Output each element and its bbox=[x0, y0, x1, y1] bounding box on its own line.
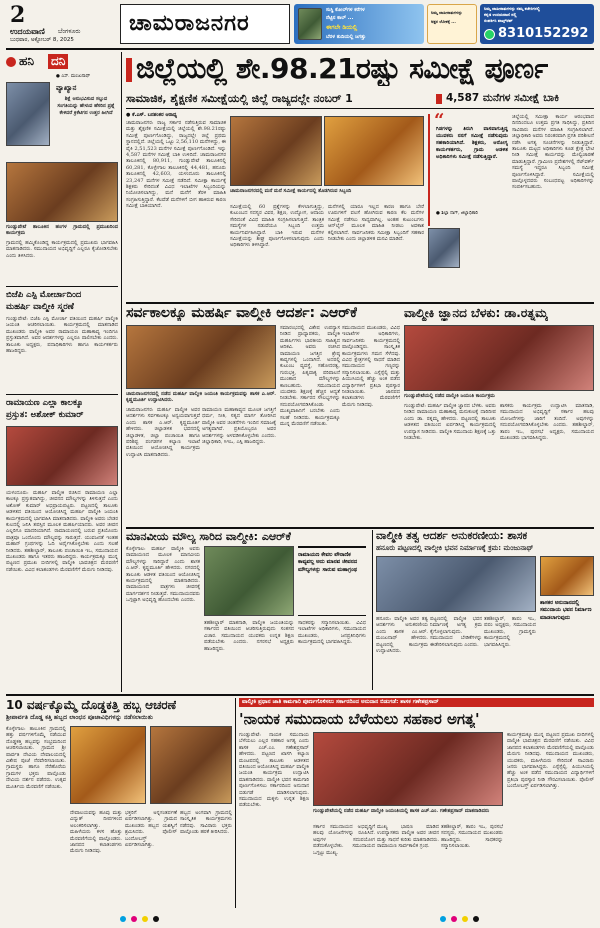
print-registration-marks bbox=[440, 916, 479, 922]
nayaka-headline: 'ನಾಯಕ ಸಮುದಾಯ ಬೆಳೆಯಲು ಸಹಕಾರ ಅಗತ್ಯ' bbox=[239, 710, 480, 728]
valmiki-column-1: ಚಾಮರಾಜನಗರ: ಮಹರ್ಷಿ ವಾಲ್ಮೀಕಿ ಅವರ ಆದರ್ಶಗಳು ಸರ್ವಕಾಲಕ್ಕೂ ಅನ್ವಯವಾಗುತ್ತವೆ ಎಂದು ಶಾಸಕ ಎ.ಆರ್. ಕೃಷ್ಣಮೂರ್ತಿ ಹೇಳಿದರು. ಜಿಲ್ಲಾಡಳಿತ ಭವನದಲ್ಲಿ ಜಿಲ್ಲಾಡಳಿತ, ಜಿಲ್ಲಾ ಪಂಚಾಯಿತಿ ಹಾಗೂ ಪರಿಶಿಷ್ಟ ಪಂಗಡಗಳ ಕಲ್ಯಾಣ ಇಲಾಖೆ ವತಿಯಿಂದ ಆಯೋಜಿಸಿದ್ದ ಕಾರ್ಯಕ್ರಮ ಉದ್ಘಾಟಿಸಿ ಮಾತನಾಡಿದರು. bbox=[126, 407, 200, 458]
festival-subhead: ಶ್ರೀಪಾರ್ವತಿ ದೊಡ್ಡ ಕತ್ತಿ ಹಬ್ಬದ ಲಾಂಛನ ಪೂಜಾವಿಧಿಗಳನ್ನು ನಡೆಸಲಾಯಿತು bbox=[6, 714, 153, 721]
valmiki-column-4: ಸಮುದಾಯದ ಮುಖಂಡರು, ವಿವಿಧ ಇಲಾಖೆಗಳ ಅಧಿಕಾರಿಗಳು, ಸಾರ್ವಜನಿಕರು ಕಾರ್ಯಕ್ರಮದಲ್ಲಿ ಪಾಲ್ಗೊಂಡಿದ್ದರು. ಸಾಂಸ್ಕೃತಿಕ ಕಾರ್ಯಕ್ರಮಗಳು ಗಮನ ಸೆಳೆದವು. ವಿವಿಧ ಕ್ಷೇತ್ರಗಳಲ್ಲಿ ಸಾಧನೆ ಮಾಡಿದ ಸಮುದಾಯದ ಗಣ್ಯರನ್ನು ಸನ್ಮಾನಿಸಲಾಯಿತು. ಎಸ್ಸೆಸ್ಸೆಲ್ಸಿ ಮತ್ತು ಪಿಯುಸಿಯಲ್ಲಿ ಹೆಚ್ಚು ಅಂಕ ಪಡೆದ ವಿದ್ಯಾರ್ಥಿಗಳಿಗೆ ಪ್ರತಿಭಾ ಪುರಸ್ಕಾರ ನೀಡಲಾಯಿತು. ಜಾನಪದ ಕಲಾತಂಡಗಳು ಮೆರವಣಿಗೆಗೆ ಮೆರುಗು ನೀಡಿದವು. bbox=[342, 325, 400, 408]
festival-story bbox=[6, 698, 232, 908]
human-values-column-3: ಸಾಧಕರನ್ನು ಸನ್ಮಾನಿಸಲಾಯಿತು. ವಿವಿಧ ಇಲಾಖೆಗಳ ಅಧಿಕಾರಿಗಳು, ಸಮುದಾಯದ ಮುಖಂಡರು, ಜನಪ್ರತಿನಿಧಿಗಳು ಕಾರ್ಯಕ್ರಮದಲ್ಲಿ ಭಾಗವಹಿಸಿದ್ದರು. bbox=[298, 620, 366, 646]
festival-photo-1 bbox=[70, 726, 146, 804]
registration-dot bbox=[153, 916, 159, 922]
ramayana-divider bbox=[6, 394, 118, 395]
valmiki-column-2: ರಾಮಾಯಣ ಮಹಾಕಾವ್ಯದ ಮೂಲಕ ಜಗತ್ತಿಗೆ ಧರ್ಮ, ನೀತಿ, ಸತ್ಯದ ಮಾರ್ಗ ತೋರಿಸಿದ ವಾಲ್ಮೀಕಿ ಅವರ ಚಿಂತನೆಗಳು ಇಂದಿನ ಸಮಾಜಕ್ಕೆ ಅಗತ್ಯವಾಗಿವೆ. ಪ್ರತಿಯೊಬ್ಬರೂ ಅವರ ಆದರ್ಶಗಳನ್ನು ಅಳವಡಿಸಿಕೊಳ್ಳಬೇಕು ಎಂದರು. ಜಿಲ್ಲಾಧಿಕಾರಿ, ಸಿಇಒ, ಎಸ್ಪಿ ಹಾಜರಿದ್ದರು. bbox=[202, 407, 276, 446]
bjp-headline-2: ಮಹರ್ಷಿ ವಾಲ್ಮೀಕಿ ಸ್ಮರಣೆ bbox=[6, 302, 74, 312]
ramayana-story bbox=[6, 394, 118, 694]
ideals-story bbox=[376, 530, 594, 690]
advert-line: ನಿಮ್ಮ ಜಾಹೀರಾತುಗಳನ್ನು bbox=[431, 10, 463, 15]
nayaka-story bbox=[239, 698, 594, 908]
district-title-box bbox=[120, 4, 290, 44]
sidebar-divider bbox=[6, 286, 118, 287]
registration-dot bbox=[440, 916, 446, 922]
masthead-divider bbox=[6, 48, 594, 50]
ideals-photo bbox=[376, 556, 536, 612]
lead-quote-text: ಗಿಡಗಳನ್ನು ತಿರುಗಿ ವಾಸವಾಗುತ್ತಿದ್ದ ಯುವಕರು ನನಗೆ ಸಮೀಕ್ಷೆ ನಡೆಸುವುದು ಸಹಕಾರಿಯಾಗಿದೆ. ಶಿಕ್ಷಕರು, ಆರೋಗ್ಯ ಕಾರ್ಯಕರ್ತರು, ಗ್ರಾಮ ಆಡಳಿತ ಅಧಿಕಾರಿಗಳು ಸಮೀಕ್ಷೆ ನಡೆಸುತ್ತಿದ್ದಾರೆ. bbox=[436, 126, 508, 160]
advert-line: ಸಂಪರ್ಕಿಸಿ ವಾಟ್ಸ್‌ಆಪ್ bbox=[484, 18, 513, 23]
valmiki-photo bbox=[126, 325, 276, 389]
bjp-story-text: ಗುಂಡ್ಲುಪೇಟೆ: ಬಿಜೆಪಿ ಎಸ್ಪಿ ಮೋರ್ಚಾ ವತಿಯಿಂದ ಮಹರ್ಷಿ ವಾಲ್ಮೀಕಿ ಜಯಂತಿ ಆಚರಿಸಲಾಯಿತು. ಕಾರ್ಯಕ್ರಮದಲ್ಲಿ ಮಾತನಾಡಿದ ಮುಖಂಡರು ವಾಲ್ಮೀಕಿ ಅವರ ರಾಮಾಯಣ ಮಹಾಕಾವ್ಯ ಇಂದಿಗೂ ಪ್ರಸ್ತುತವಾಗಿದೆ. ಅವರ ಆದರ್ಶಗಳನ್ನು ಎಲ್ಲರೂ ಪಾಲಿಸಬೇಕು ಎಂದರು. ತಾಲೂಕು ಅಧ್ಯಕ್ಷರು, ಪದಾಧಿಕಾರಿಗಳು ಹಾಗೂ ಕಾರ್ಯಕರ್ತರು ಹಾಜರಿದ್ದರು. bbox=[6, 316, 118, 355]
lead-headline: ಜಿಲ್ಲೆಯಲ್ಲಿ ಶೇ.98.21ರಷ್ಟು ಸಮೀಕ್ಷೆ ಪೂರ್ಣ bbox=[136, 52, 549, 85]
date: ಬುಧವಾರ, ಅಕ್ಟೋಬರ್ 8, 2025 bbox=[10, 37, 74, 43]
lead-photo-2 bbox=[324, 116, 424, 186]
sidebar-byline: ● ಎಸ್. ಮಂಜುನಾಥ್ bbox=[56, 74, 91, 79]
advert-line: ಈಗಲೇ ಡಿಯಲ್ಲಿ bbox=[326, 24, 358, 31]
advert-reach bbox=[427, 4, 477, 44]
advert-line: ನಿಮ್ಮ ಜಾಹೀರಾತುಗಳನ್ನು ನಮ್ಮ ಕಚೇರಿಗಳಲ್ಲಿ bbox=[484, 6, 540, 11]
lead-headline-bullet-icon bbox=[126, 58, 132, 82]
ramayana-story-text: ಯಳಂದೂರು: ಮಹರ್ಷಿ ವಾಲ್ಮೀಕಿ ರಚಿಸಿದ ರಾಮಾಯಣ ಎಲ್ಲಾ ಕಾಲಕ್ಕೂ ಪ್ರಸ್ತುತವಾಗಿದ್ದು, ಜೀವನದ ಮೌಲ್ಯಗಳನ್ನು ತಿಳಿಸುತ್ತದೆ ಎಂದು ಅಶೋಕ್ ಕುಮಾರ್ ಅಭಿಪ್ರಾಯಪಟ್ಟರು. ಪಟ್ಟಣದಲ್ಲಿ ತಾಲೂಕು ಆಡಳಿತದ ವತಿಯಿಂದ ಆಯೋಜಿಸಿದ್ದ ಮಹರ್ಷಿ ವಾಲ್ಮೀಕಿ ಜಯಂತಿ ಕಾರ್ಯಕ್ರಮದಲ್ಲಿ ಭಾಗವಹಿಸಿ ಮಾತನಾಡಿದರು. ವಾಲ್ಮೀಕಿ ಅವರು ಬೇಡರ ಕುಲದಲ್ಲಿ ಜನಿಸಿ ತಪಸ್ಸಿನ ಮೂಲಕ ಮಹರ್ಷಿಯಾದರು. ಅವರ ಜೀವನ ಎಲ್ಲರಿಗೂ ಮಾದರಿಯಾಗಿದೆ. ರಾಮಾಯಣದಲ್ಲಿ ಬರುವ ಪ್ರತಿಯೊಂದು ಪಾತ್ರವೂ ಒಂದೊಂದು ಮೌಲ್ಯವನ್ನು ಸಾರುತ್ತದೆ. ಯುವಜನತೆ ಇಂತಹ ಮಹಾನ್ ಗ್ರಂಥಗಳನ್ನು ಓದಿ ಅರ್ಥೈಸಿಕೊಳ್ಳಬೇಕು ಎಂದು ಸಲಹೆ ನೀಡಿದರು. ತಹಶೀಲ್ದಾರ್, ತಾಲೂಕು ಪಂಚಾಯಿತಿ ಇಒ, ಸಮುದಾಯದ ಮುಖಂಡರು ಹಾಗೂ ಇತರರು ಹಾಜರಿದ್ದರು. ಕಾರ್ಯಕ್ರಮಕ್ಕೂ ಮುನ್ನ ಪಟ್ಟಣದ ಪ್ರಮುಖ ಬೀದಿಗಳಲ್ಲಿ ವಾಲ್ಮೀಕಿ ಭಾವಚಿತ್ರದ ಮೆರವಣಿಗೆ ನಡೆಯಿತು. ವಿವಿಧ ಕಲಾತಂಡಗಳು ಮೆರವಣಿಗೆಗೆ ಮೆರುಗು ನೀಡಿದವು. bbox=[6, 490, 118, 573]
ideals-column-2: ಪಟ್ಟಣದಲ್ಲಿ ವಾಲ್ಮೀಕಿ ಭವನ ನಿರ್ಮಾಣಕ್ಕೆ ಅಗತ್ಯ ಕ್ರಮ ಕೈಗೊಳ್ಳಲಾಗುವುದು. ಸಮುದಾಯದ ಬೇಡಿಕೆಗಳನ್ನು ಈಡೇರಿಸಲಾಗುವುದು ಎಂದರು. bbox=[430, 616, 482, 648]
lead-quote-portrait bbox=[428, 228, 460, 268]
lead-subheadline: ಸಾಮಾಜಿಕ, ಶೈಕ್ಷಣಿಕ ಸಮೀಕ್ಷೆಯಲ್ಲಿ ಜಿಲ್ಲೆ ರಾಜ್ಯದಲ್ಲೇ ನಂಬರ್ 1 bbox=[126, 92, 353, 105]
registration-dot bbox=[131, 916, 137, 922]
valmiki-bottom-rule bbox=[126, 527, 594, 529]
cartoon-image bbox=[6, 82, 50, 146]
ideals-side-photo bbox=[540, 556, 594, 596]
ideals-column-3: ತಹಶೀಲ್ದಾರ್, ತಾಪಂ ಇಒ, ಪಪಂ ಅಧ್ಯಕ್ಷರು, ಸಮುದಾಯದ ಮುಖಂಡರು, ಗ್ರಾಮಸ್ಥರು ಕಾರ್ಯಕ್ರಮದಲ್ಲಿ ಭಾಗವಹಿಸಿದ್ದರು. bbox=[484, 616, 536, 648]
nayaka-column-3: ಮುಖ್ಯ ಭಾಷಣ ಮಾಡಿದ ಉಪನ್ಯಾಸಕರು ವಾಲ್ಮೀಕಿ ಅವರ ಜೀವನ ಮತ್ತು ಸಾಧನೆ ಕುರಿತು ಮಾತನಾಡಿದರು. ರಾಮಾಯಣ ಸಾರ್ವಕಾಲಿಕ ಗ್ರಂಥ. bbox=[377, 824, 439, 850]
sidebar-story-text: ಗ್ರಾಮದಲ್ಲಿ ಹಮ್ಮಿಕೊಂಡಿದ್ದ ಕಾರ್ಯಕ್ರಮದಲ್ಲಿ ಪ್ರಮುಖರು ಭಾಗವಹಿಸಿ ಮಾತನಾಡಿದರು. ಸಮುದಾಯದ ಅಭಿವೃದ್ಧಿಗೆ ಎಲ್ಲರೂ ಕೈಜೋಡಿಸಬೇಕು ಎಂದು ತಿಳಿಸಿದರು. bbox=[6, 240, 118, 259]
bjp-headline-1: ಬಿಜೆಪಿ ಎಸ್ಪಿ ಮೋರ್ಚಾದಿಂದ bbox=[6, 290, 82, 300]
nayaka-column-2: ಸರ್ಕಾರ ಸಮುದಾಯದ ಅಭಿವೃದ್ಧಿಗೆ ಹಲವು ಯೋಜನೆಗಳನ್ನು ರೂಪಿಸಿದೆ. ಅವುಗಳ ಸದುಪಯೋಗ ಪಡೆದುಕೊಳ್ಳಬೇಕು. ಸಮುದಾಯದ ಒಗ್ಗಟ್ಟು ಮುಖ್ಯ. bbox=[313, 824, 375, 856]
lead-bottom-rule bbox=[126, 302, 594, 304]
ramayana-photo bbox=[6, 426, 118, 486]
festival-column-2: ದೇವಾಲಯವನ್ನು ಹೂವು ಮತ್ತು ವಿದ್ಯುತ್ ದೀಪಗಳಿಂದ ಅಲಂಕರಿಸಲಾಗಿತ್ತು. ಮಹಿಳೆಯರು ಕಳಸ ಹೊತ್ತು ಮೆರವಣಿಗೆಯಲ್ಲಿ ಪಾಲ್ಗೊಂಡರು. ಜಾನಪದ ಕಲಾತಂಡಗಳು ಮೆರುಗು ನೀಡಿದವು. bbox=[70, 810, 122, 855]
sidebar bbox=[6, 52, 118, 392]
brand-badge bbox=[6, 54, 86, 70]
ideals-column-1: ಹನೂರು: ವಾಲ್ಮೀಕಿ ಅವರ ತತ್ವ ಆದರ್ಶಗಳು ಅನುಕರಣೀಯ ಎಂದು ಶಾಸಕ ಎಂ.ಆರ್. ಮಂಜುನಾಥ್ ಹೇಳಿದರು. ಪಟ್ಟಣದಲ್ಲಿ ಕಾರ್ಯಕ್ರಮ ಉದ್ಘಾಟಿಸಿದರು. bbox=[376, 616, 428, 655]
lead-quote-box bbox=[428, 110, 508, 226]
sidebar-photo bbox=[6, 162, 118, 222]
festival-vertical-rule bbox=[235, 698, 236, 908]
registration-dot bbox=[462, 916, 468, 922]
lead-quote-author: ● ಶಿಲ್ಪಾ ನಾಗ್, ಜಿಲ್ಲಾಧಿಕಾರಿ bbox=[436, 211, 478, 216]
lead-column-2: ಸಮೀಕ್ಷೆಯಲ್ಲಿ 60 ಪ್ರಶ್ನೆಗಳನ್ನು ಕೇಳಲಾಗುತ್ತಿದ್ದು, ಕುಟುಂಬದ ಸದಸ್ಯರ ವಿವರ, ಶಿಕ್ಷಣ, ಉದ್ಯೋಗ, ಆದಾಯ ಸೇರಿದಂತೆ ವಿವಿಧ ಮಾಹಿತಿ ಸಂಗ್ರಹಿಸಲಾಗುತ್ತಿದೆ. ತಾಂತ್ರಿಕ ಸಮಸ್ಯೆಗಳ ನಡುವೆಯೂ ಸಿಬ್ಬಂದಿ ಉತ್ತಮ ಕಾರ್ಯನಿರ್ವಹಿಸಿದ್ದಾರೆ. ಬಾಕಿ ಇರುವ ಮನೆಗಳ ಸಮೀಕ್ಷೆಯನ್ನು ಶೀಘ್ರ ಪೂರ್ಣಗೊಳಿಸಲಾಗುವುದು ಎಂದು ಅಧಿಕಾರಿಗಳು ತಿಳಿಸಿದ್ದಾರೆ. bbox=[230, 204, 324, 249]
valmiki-right-caption: ಗುಂಡ್ಲುಪೇಟೆಯಲ್ಲಿ ನಡೆದ ವಾಲ್ಮೀಕಿ ಜಯಂತಿ ಕಾರ್ಯಕ್ರಮ bbox=[404, 393, 495, 399]
advert-phone-image bbox=[298, 8, 322, 40]
registration-dot bbox=[120, 916, 126, 922]
valmiki-column-3: ಸಮಾರಂಭದಲ್ಲಿ ವಿಶೇಷ ಉಪನ್ಯಾಸ ನೀಡಿದ ಪ್ರಾಧ್ಯಾಪಕರು, ವಾಲ್ಮೀಕಿ ಮಹರ್ಷಿಗಳು ಭಾರತೀಯ ಸಾಹಿತ್ಯದ ಆದಿಕವಿ. ಅವರು ರಚಿಸಿದ ರಾಮಾಯಣ ಜಗತ್ತಿನ ಶ್ರೇಷ್ಠ ಕಾವ್ಯಗಳಲ್ಲಿ ಒಂದಾಗಿದೆ. ಅದರಲ್ಲಿ ಕುಟುಂಬ ವ್ಯವಸ್ಥೆ, ಸಹೋದರತ್ವ, ಗುರುಭಕ್ತಿ, ಪಿತೃವಾಕ್ಯ ಪರಿಪಾಲನೆ ಮುಂತಾದ ಮೌಲ್ಯಗಳನ್ನು ಕಾಣಬಹುದು. ಸಮುದಾಯದ ಯುವಕರು ಶಿಕ್ಷಣಕ್ಕೆ ಹೆಚ್ಚಿನ ಆದ್ಯತೆ ನೀಡಬೇಕು. ಸರ್ಕಾರದ ಸೌಲಭ್ಯಗಳನ್ನು ಸದುಪಯೋಗಪಡಿಸಿಕೊಂಡು ಮುಖ್ಯವಾಹಿನಿಗೆ ಬರಬೇಕು ಎಂದು ಸಲಹೆ ನೀಡಿದರು. ಕಾರ್ಯಕ್ರಮಕ್ಕೂ ಮುನ್ನ ಮೆರವಣಿಗೆ ನಡೆಯಿತು. bbox=[280, 325, 340, 428]
page-number: 2 bbox=[10, 2, 26, 28]
advert-contact bbox=[480, 4, 594, 44]
print-registration-marks bbox=[120, 916, 159, 922]
festival-headline: 10 ವರ್ಷಕ್ಕೊಮ್ಮೆ ದೊಡ್ಡಕತ್ತಿ ಹಬ್ಬ ಆಚರಣೆ bbox=[6, 698, 177, 712]
registration-dot bbox=[142, 916, 148, 922]
human-values-pullbox-text: ರಾಮಾಯಣ ಕೇವಲ ಪೌರಾಣಿಕ ಕಾವ್ಯವಲ್ಲ ಅದು ಮಾನವ ಜೀವನದ ಮೌಲ್ಯಗಳನ್ನು ಸಾರುವ ಮಹಾಗ್ರಂಥ bbox=[298, 552, 358, 573]
ramayana-headline-1: ರಾಮಾಯಣ ಎಲ್ಲಾ ಕಾಲಕ್ಕೂ bbox=[6, 398, 83, 408]
valmiki-story bbox=[126, 305, 594, 525]
ideals-side-box: ಶಾಸಕರ ಅನುದಾನದಲ್ಲಿ ಸಮುದಾಯ ಭವನ ನಿರ್ಮಾಣ ಮಾಡಲಾಗುವುದು bbox=[540, 600, 592, 621]
valmiki-photo-caption: ಚಾಮರಾಜನಗರದಲ್ಲಿ ನಡೆದ ಮಹರ್ಷಿ ವಾಲ್ಮೀಕಿ ಜಯಂತಿ ಕಾರ್ಯಕ್ರಮವನ್ನು ಶಾಸಕ ಎ.ಆರ್. ಕೃಷ್ಣಮೂರ್ತಿ ಉದ್ಘಾಟಿಸಿದರು. bbox=[126, 391, 276, 404]
advert-line: ಕನ್ನಡ ಉದಯವಾಣಿ ನಲ್ಲಿ bbox=[484, 12, 517, 17]
advert-internet bbox=[294, 4, 424, 44]
advert-line: ಅಕ್ಷರ ಲೋಕಕ್ಕೆ ... bbox=[431, 19, 456, 24]
advert-line: ನೆಟ್ಟಿನ ಕಾಲ್ ... bbox=[326, 15, 354, 21]
valmiki-headline: ಸರ್ವಕಾಲಕ್ಕೂ ಮಹರ್ಷಿ ವಾಲ್ಮೀಕಿ ಆದರ್ಶ: ಎಆರ್‌ಕೆ bbox=[126, 305, 358, 321]
registration-dot bbox=[451, 916, 457, 922]
human-values-headline: ಮಾನವೀಯ ಮೌಲ್ಯ ಸಾರಿದ ವಾಲ್ಮೀಕಿ: ಎಆರ್‌ಕೆ bbox=[126, 530, 291, 543]
vyakhyana-title: ವ್ಯಾಖ್ಯಾನ bbox=[56, 84, 77, 92]
sidebar-photo-caption: ಗುಂಡ್ಲುಪೇಟೆ ತಾಲೂಕಿನ ಹಂಗಳ ಗ್ರಾಮದಲ್ಲಿ ಪ್ರಮುಖರಿಂದ ಕಾರ್ಯಕ್ರಮ bbox=[6, 224, 118, 237]
festival-column-4: ಹಬ್ಬದ ಅಂಗವಾಗಿ ಗ್ರಾಮದಲ್ಲಿ ಸಾಂಸ್ಕೃತಿಕ ಕಾರ್ಯಕ್ರಮಗಳು ನಡೆದವು. ಸಾವಿರಾರು ಭಕ್ತರು ಪಾಲ್ಗೊಂಡು ಹರಕೆ ತೀರಿಸಿದರು. bbox=[180, 810, 232, 836]
ramayana-headline-2: ಪ್ರಸ್ತುತ: ಅಶೋಕ್ ಕುಮಾರ್ bbox=[6, 410, 84, 420]
registration-dot bbox=[473, 916, 479, 922]
masthead bbox=[0, 0, 600, 48]
ideals-headline: ವಾಲ್ಮೀಕಿ ತತ್ವ ಆದರ್ಶ ಅನುಕರಣೀಯ: ಶಾಸಕ bbox=[376, 530, 528, 542]
festival-column-3: ಭಕ್ತರಿಗೆ ಅನ್ನಸಂತರ್ಪಣೆ ಏರ್ಪಡಿಸಲಾಗಿತ್ತು. ಗ್ರಾಮದ ಮುಖಂಡರು ಹಬ್ಬದ ಯಶಸ್ವಿಗೆ ಶ್ರಮಿಸಿದರು. ಪೊಲೀಸ್ ಬಂದೋಬಸ್ತ್ ಏರ್ಪಡಿಸಲಾಗಿತ್ತು. bbox=[125, 810, 177, 849]
lead-column-3: ಮನೆಗಳಲ್ಲಿ ಯಾರೂ ಇಲ್ಲದ ಕಾರಣ ಹಾಗೂ ಬೇರೆ ಊರುಗಳಿಗೆ ವಲಸೆ ಹೋಗಿರುವ ಕಾರಣ ಕೆಲ ಮನೆಗಳ ಸಮೀಕ್ಷೆ ನಡೆಸಲು ಸಾಧ್ಯವಾಗಿಲ್ಲ. ಅಂತಹ ಕುಟುಂಬಗಳು ಆನ್‌ಲೈನ್ ಮೂಲಕ ಮಾಹಿತಿ ನೀಡಲು ಅವಕಾಶ ಕಲ್ಪಿಸಲಾಗಿದೆ. ಸಾರ್ವಜನಿಕರು ಸಮೀಕ್ಷಾ ಸಿಬ್ಬಂದಿಗೆ ಸಹಕಾರ ನೀಡಬೇಕು ಎಂದು ಜಿಲ್ಲಾಡಳಿತ ಮನವಿ ಮಾಡಿದೆ. bbox=[328, 204, 424, 243]
brand-dot-icon bbox=[6, 57, 16, 67]
valmiki-right-column-2: ಶಾಸಕರು ಕಾರ್ಯಕ್ರಮ ಉದ್ಘಾಟಿಸಿ ಮಾತನಾಡಿ, ಸಮುದಾಯದ ಅಭಿವೃದ್ಧಿಗೆ ಸರ್ಕಾರ ಹಲವು ಯೋಜನೆಗಳನ್ನು ಜಾರಿಗೆ ತಂದಿದೆ. ಅವುಗಳನ್ನು ಸದುಪಯೋಗಪಡಿಸಿಕೊಳ್ಳಬೇಕು ಎಂದರು. ತಹಶೀಲ್ದಾರ್, ತಾಪಂ ಇಒ, ಪುರಸಭೆ ಅಧ್ಯಕ್ಷರು, ಸಮುದಾಯದ ಮುಖಂಡರು ಭಾಗವಹಿಸಿದ್ದರು. bbox=[500, 403, 594, 442]
middle-bottom-rule bbox=[6, 694, 594, 696]
lead-photo-1 bbox=[230, 116, 322, 186]
human-values-pullbox bbox=[298, 546, 366, 616]
valmiki-right-headline: ವಾಲ್ಮೀಕಿ ಜ್ಞಾನದ ಬೆಳಕು: ಡಾ.ರತ್ನಮ್ಮ bbox=[404, 306, 549, 320]
human-values-column-1: ಕೊಳ್ಳೇಗಾಲ: ಮಹರ್ಷಿ ವಾಲ್ಮೀಕಿ ಅವರು ರಾಮಾಯಣದ ಮೂಲಕ ಮಾನವೀಯ ಮೌಲ್ಯಗಳನ್ನು ಸಾರಿದ್ದಾರೆ ಎಂದು ಶಾಸಕ ಎ.ಆರ್. ಕೃಷ್ಣಮೂರ್ತಿ ಹೇಳಿದರು. ನಗರದಲ್ಲಿ ತಾಲೂಕು ಆಡಳಿತ ವತಿಯಿಂದ ಆಯೋಜಿಸಿದ್ದ ಕಾರ್ಯಕ್ರಮದಲ್ಲಿ ಮಾತನಾಡಿದರು. ರಾಮಾಯಣದ ಪಾತ್ರಗಳು ಜೀವನಕ್ಕೆ ಮಾರ್ಗದರ್ಶನ ನೀಡುತ್ತವೆ. ಸಮುದಾಯದವರು ಒಗ್ಗಟ್ಟಾಗಿ ಅಭಿವೃದ್ಧಿ ಹೊಂದಬೇಕು ಎಂದರು. bbox=[126, 546, 200, 604]
advert-phone: 8310152292 bbox=[498, 26, 589, 41]
paper-name: ಉದಯವಾಣಿ bbox=[10, 27, 45, 36]
human-values-photo bbox=[204, 546, 294, 616]
lead-sub-divider bbox=[126, 108, 594, 109]
nayaka-column-5: ಕಾರ್ಯಕ್ರಮಕ್ಕೂ ಮುನ್ನ ಪಟ್ಟಣದ ಪ್ರಮುಖ ಬೀದಿಗಳಲ್ಲಿ ವಾಲ್ಮೀಕಿ ಭಾವಚಿತ್ರದ ಮೆರವಣಿಗೆ ನಡೆಯಿತು. ವಿವಿಧ ಜಾನಪದ ಕಲಾತಂಡಗಳು ಮೆರವಣಿಗೆಯಲ್ಲಿ ಪಾಲ್ಗೊಂಡು ಮೆರುಗು ನೀಡಿದವು. ಸಮುದಾಯದ ಮುಖಂಡರು, ಯುವಕರು, ಮಹಿಳೆಯರು ಸೇರಿದಂತೆ ಸಾವಿರಾರು ಜನರು ಭಾಗವಹಿಸಿದ್ದರು. ಎಸ್ಸೆಸ್ಸೆಲ್ಸಿ, ಪಿಯುಸಿಯಲ್ಲಿ ಹೆಚ್ಚು ಅಂಕ ಪಡೆದ ಸಮುದಾಯದ ವಿದ್ಯಾರ್ಥಿಗಳಿಗೆ ಪ್ರತಿಭಾ ಪುರಸ್ಕಾರ ನೀಡಿ ಗೌರವಿಸಲಾಯಿತು. ಪೊಲೀಸ್ ಬಂದೋಬಸ್ತ್ ಏರ್ಪಡಿಸಲಾಗಿತ್ತು. bbox=[507, 732, 594, 790]
festival-photo-2 bbox=[150, 726, 232, 804]
festival-column-1: ಕೊಳ್ಳೇಗಾಲ: ತಾಲೂಕಿನ ಗ್ರಾಮದಲ್ಲಿ ಹತ್ತು ವರ್ಷಗಳಿಗೊಮ್ಮೆ ನಡೆಯುವ ದೊಡ್ಡಕತ್ತಿ ಹಬ್ಬವನ್ನು ಸಂಭ್ರಮದಿಂದ ಆಚರಿಸಲಾಯಿತು. ಗ್ರಾಮದ ಶ್ರೀ ಪಾರ್ವತಿ ದೇವಿಯ ದೇವಾಲಯದಲ್ಲಿ ವಿಶೇಷ ಪೂಜೆ ನೆರವೇರಿಸಲಾಯಿತು. ಗ್ರಾಮಸ್ಥರು ಹಾಗೂ ನೆರೆಹೊರೆಯ ಗ್ರಾಮಗಳ ಭಕ್ತರು ಪಾಲ್ಗೊಂಡು ದೇವಿಯ ದರ್ಶನ ಪಡೆದರು. ಉತ್ಸವ ಮೂರ್ತಿಯ ಮೆರವಣಿಗೆ ನಡೆಯಿತು. bbox=[6, 726, 66, 790]
advert-line: ಬೆರಳ ತುದಿಯಲ್ಲಿ ಜಗತ್ತು bbox=[326, 34, 366, 40]
lead-stat-marker-icon bbox=[436, 94, 442, 104]
lead-photo-caption: ಚಾಮರಾಜನಗರದಲ್ಲಿ ಮನೆ ಮನೆ ಸಮೀಕ್ಷೆ ಕಾರ್ಯದಲ್ಲಿ ತೊಡಗಿರುವ ಸಿಬ್ಬಂದಿ bbox=[230, 188, 352, 194]
district-title: ಚಾಮರಾಜನಗರ bbox=[129, 10, 250, 36]
advert-line: ಸುಸ್ಥಿ ಕೋಲ್‌ಗಳ ಕರೆಗಳ bbox=[326, 7, 365, 13]
human-values-column-2: ತಹಶೀಲ್ದಾರ್ ಮಾತನಾಡಿ, ವಾಲ್ಮೀಕಿ ಜಯಂತಿಯನ್ನು ಸರ್ಕಾರದ ವತಿಯಿಂದ ಆಚರಿಸುತ್ತಿರುವುದು ಸಂತಸದ ವಿಚಾರ. ಸಮುದಾಯದ ಯುವಕರು ಉನ್ನತ ಶಿಕ್ಷಣ ಪಡೆಯಬೇಕು ಎಂದರು. ನಗರಸಭೆ ಅಧ್ಯಕ್ಷರು ಹಾಜರಿದ್ದರು. bbox=[204, 620, 294, 652]
whatsapp-icon bbox=[484, 29, 495, 40]
lead-story bbox=[126, 52, 594, 302]
brand-suffix: ದನಿ bbox=[48, 54, 68, 69]
vyakhyana-text: ಶಿಕ್ಷೆ ಅನುಭವಿಸುವ ಸಲ್ಲುವ ಸಂಗತಿಯನ್ನು ಹೇಳುವ ಹೆಸರಿನ ಪ್ರಶ್ನೆ ಕೇಳಿದರೆ ಕ್ರಿಕೆಟಿಗನ ಉತ್ತರ ಹೀಗಿದೆ bbox=[57, 96, 115, 116]
sidebar-vertical-rule bbox=[121, 52, 122, 692]
valmiki-right-column-1: ಗುಂಡ್ಲುಪೇಟೆ: ಮಹರ್ಷಿ ವಾಲ್ಮೀಕಿ ಜ್ಞಾನದ ಬೆಳಕು. ಅವರು ನೀಡಿದ ರಾಮಾಯಣ ಮಹಾಕಾವ್ಯ ಮನುಕುಲಕ್ಕೆ ದಾರಿದೀಪ ಎಂದು ಡಾ. ರತ್ನಮ್ಮ ಹೇಳಿದರು. ಪಟ್ಟಣದಲ್ಲಿ ತಾಲೂಕು ಆಡಳಿತದ ವತಿಯಿಂದ ಏರ್ಪಡಿಸಿದ್ದ ಕಾರ್ಯಕ್ರಮದಲ್ಲಿ ಉಪನ್ಯಾಸ ನೀಡಿದರು. ವಾಲ್ಮೀಕಿ ಸಮುದಾಯ ಶಿಕ್ಷಣಕ್ಕೆ ಒತ್ತು ನೀಡಬೇಕು. bbox=[404, 403, 496, 442]
lead-column-1: ಚಾಮರಾಜನಗರ: ರಾಜ್ಯ ಸರ್ಕಾರ ನಡೆಸುತ್ತಿರುವ ಸಾಮಾಜಿಕ ಮತ್ತು ಶೈಕ್ಷಣಿಕ ಸಮೀಕ್ಷೆಯಲ್ಲಿ ಜಿಲ್ಲೆಯಲ್ಲಿ ಶೇ.98.21ರಷ್ಟು ಸಮೀಕ್ಷೆ ಪೂರ್ಣಗೊಂಡಿದ್ದು, ರಾಜ್ಯದಲ್ಲೇ ಜಿಲ್ಲೆ ಪ್ರಥಮ ಸ್ಥಾನದಲ್ಲಿದೆ. ಜಿಲ್ಲೆಯಲ್ಲಿ ಒಟ್ಟು 2,56,110 ಮನೆಗಳಿದ್ದು, ಈ ಪೈಕಿ 2,51,523 ಮನೆಗಳ ಸಮೀಕ್ಷೆ ಪೂರ್ಣಗೊಂಡಿದೆ. ಇನ್ನು 4,587 ಮನೆಗಳ ಸಮೀಕ್ಷೆ ಬಾಕಿ ಉಳಿದಿದೆ. ಚಾಮರಾಜನಗರ ತಾಲೂಕಿನಲ್ಲಿ 80,911, ಗುಂಡ್ಲುಪೇಟೆ ತಾಲೂಕಿನಲ್ಲಿ 60,281, ಕೊಳ್ಳೇಗಾಲ ತಾಲೂಕಿನಲ್ಲಿ 44,481, ಹನೂರು ತಾಲೂಕಿನಲ್ಲಿ 42,603, ಯಳಂದೂರು ತಾಲೂಕಿನಲ್ಲಿ 23,247 ಮನೆಗಳ ಸಮೀಕ್ಷೆ ನಡೆದಿದೆ. ಸಮೀಕ್ಷಾ ಕಾರ್ಯಕ್ಕೆ ಶಿಕ್ಷಕರು ಸೇರಿದಂತೆ ವಿವಿಧ ಇಲಾಖೆಗಳ ಸಿಬ್ಬಂದಿಯನ್ನು ನಿಯೋಜಿಸಲಾಗಿದ್ದು, ಮನೆ ಮನೆಗೆ ತೆರಳಿ ಮಾಹಿತಿ ಸಂಗ್ರಹಿಸುತ್ತಿದ್ದಾರೆ. ಕೆಲವೆಡೆ ಮನೆಗಳಿಗೆ ಬೀಗ ಹಾಕಿರುವ ಕಾರಣ ಸಮೀಕ್ಷೆ ಬಾಕಿಯಾಗಿದೆ. bbox=[126, 120, 226, 210]
human-values-story bbox=[126, 530, 366, 690]
nayaka-column-1: ಗುಂಡ್ಲುಪೇಟೆ: ನಾಯಕ ಸಮುದಾಯ ಬೆಳೆಯಲು ಎಲ್ಲರ ಸಹಕಾರ ಅಗತ್ಯ ಎಂದು ಶಾಸಕ ಎಚ್.ಎಂ. ಗಣೇಶಪ್ರಸಾದ್ ಹೇಳಿದರು. ಪಟ್ಟಣದ ಖಾಸಗಿ ಕಲ್ಯಾಣ ಮಂಟಪದಲ್ಲಿ ತಾಲೂಕು ಆಡಳಿತದ ವತಿಯಿಂದ ಆಯೋಜಿಸಿದ್ದ ಮಹರ್ಷಿ ವಾಲ್ಮೀಕಿ ಜಯಂತಿ ಕಾರ್ಯಕ್ರಮ ಉದ್ಘಾಟಿಸಿ ಮಾತನಾಡಿದರು. ವಾಲ್ಮೀಕಿ ಭವನ ಕಾಮಗಾರಿ ಪೂರ್ಣಗೊಳಿಸಲು ಸರ್ಕಾರದಿಂದ ಅನುದಾನ ಬಿಡುಗಡೆ ಮಾಡಿಸಲಾಗುವುದು. ಸಮುದಾಯದ ಮಕ್ಕಳು ಉನ್ನತ ಶಿಕ್ಷಣ ಪಡೆಯಬೇಕು. bbox=[239, 732, 309, 809]
brand-prefix: ಹನಿ bbox=[19, 54, 34, 68]
valmiki-right-photo bbox=[404, 325, 594, 391]
lead-byline: ● ಕೆ.ಎಸ್. ಬನಶಂಕರ ಆರಾಧ್ಯ bbox=[126, 112, 177, 118]
nayaka-column-4: ತಹಶೀಲ್ದಾರ್, ತಾಪಂ ಇಒ, ಪುರಸಭೆ ಸದಸ್ಯರು, ಸಮುದಾಯದ ಮುಖಂಡರು ಹಾಜರಿದ್ದರು. ಸಾಧಕರನ್ನು ಸನ್ಮಾನಿಸಲಾಯಿತು. bbox=[441, 824, 503, 850]
lead-stat: 4,587 ಮನೆಗಳ ಸಮೀಕ್ಷೆ ಬಾಕಿ bbox=[446, 92, 560, 104]
quote-mark-icon: “ bbox=[434, 110, 445, 131]
edition: ಬೆಂಗಳೂರು bbox=[58, 28, 81, 35]
lead-column-4: ಜಿಲ್ಲೆಯಲ್ಲಿ ಸಮೀಕ್ಷಾ ಕಾರ್ಯ ಆರಂಭವಾದ ದಿನದಿಂದಲೂ ಉತ್ತಮ ಪ್ರಗತಿ ಸಾಧಿಸಿದ್ದು, ಪ್ರತಿದಿನ ಸಾವಿರಾರು ಮನೆಗಳ ಮಾಹಿತಿ ಸಂಗ್ರಹಿಸಲಾಗಿದೆ. ಜಿಲ್ಲಾಧಿಕಾರಿ ಅವರು ನಿರಂತರವಾಗಿ ಪ್ರಗತಿ ಪರಿಶೀಲನೆ ನಡೆಸಿ ಅಗತ್ಯ ಸೂಚನೆಗಳನ್ನು ನೀಡುತ್ತಿದ್ದಾರೆ. ತಾಲೂಕು ಮಟ್ಟದ ಅಧಿಕಾರಿಗಳು ಕೂಡ ಕ್ಷೇತ್ರ ಭೇಟಿ ನೀಡಿ ಸಮೀಕ್ಷೆ ಕಾರ್ಯವನ್ನು ಮೇಲ್ವಿಚಾರಣೆ ಮಾಡುತ್ತಿದ್ದಾರೆ. ಗ್ರಾಮೀಣ ಪ್ರದೇಶಗಳಲ್ಲಿ ನೆಟ್‌ವರ್ಕ್ ಸಮಸ್ಯೆ ಇದ್ದರೂ ಸಿಬ್ಬಂದಿ ಸಮೀಕ್ಷೆ ಪೂರ್ಣಗೊಳಿಸಿದ್ದಾರೆ. ಸಮೀಕ್ಷೆಯಲ್ಲಿ ಪಾಲ್ಗೊಳ್ಳದವರು ಸಂಬಂಧಪಟ್ಟ ಅಧಿಕಾರಿಗಳನ್ನು ಸಂಪರ್ಕಿಸಬಹುದು. bbox=[512, 114, 594, 191]
nayaka-photo-caption: ಗುಂಡ್ಲುಪೇಟೆಯಲ್ಲಿ ನಡೆದ ಮಹರ್ಷಿ ವಾಲ್ಮೀಕಿ ಜಯಂತಿಯಲ್ಲಿ ಶಾಸಕ ಎಚ್.ಎಂ. ಗಣೇಶಪ್ರಸಾದ್ ಮಾತನಾಡಿದರು bbox=[313, 808, 490, 814]
human-values-vertical-rule bbox=[372, 530, 373, 690]
ideals-subhead: ಹನೂರು ಪಟ್ಟಣದಲ್ಲಿ ವಾಲ್ಮೀಕಿ ಭವನ ನಿರ್ಮಾಣಕ್ಕೆ ಕ್ರಮ: ಮಂಜುನಾಥ್ bbox=[376, 544, 534, 552]
nayaka-photo bbox=[313, 732, 503, 806]
nayaka-kicker: ವಾಲ್ಮೀಕಿ ಪ್ರಧಾನ ಜಾತಿ ಕಾಮಗಾರಿ ಪೂರ್ಣಗೊಳಿಸಲು ಸರ್ಕಾರದಿಂದ ಅನುದಾನ ಬಿಡುಗಡೆ: ಶಾಸಕ ಗಣೇಶಪ್ರಸಾದ್ bbox=[239, 698, 594, 707]
